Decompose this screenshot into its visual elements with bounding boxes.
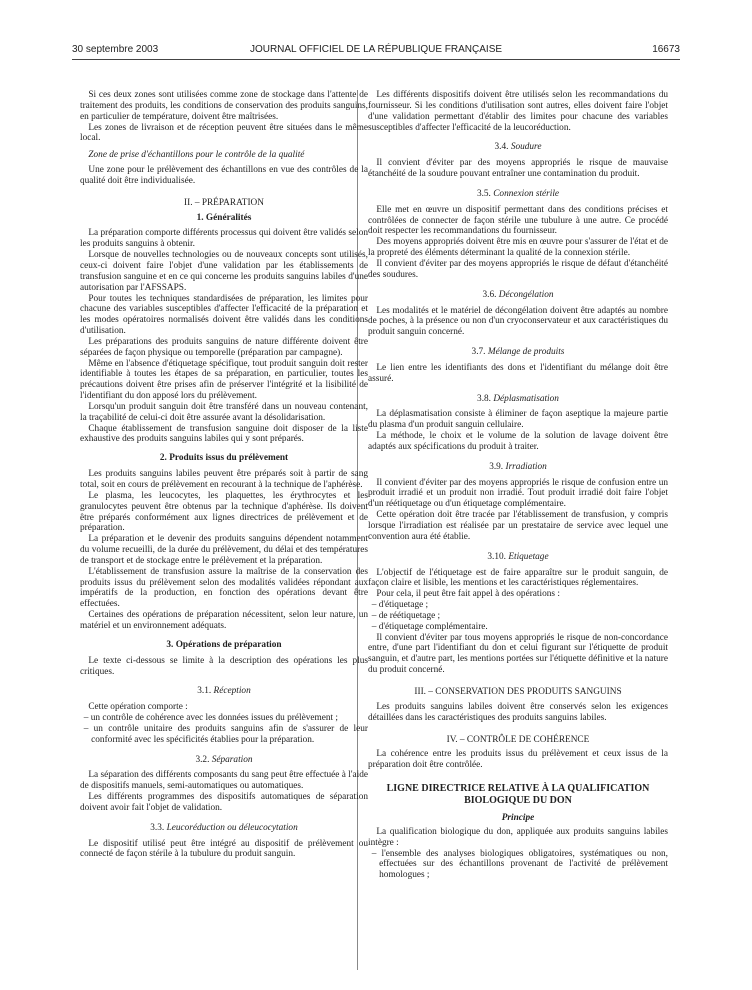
subheading-number: 3.1. — [197, 686, 212, 697]
page-number: 16673 — [652, 44, 680, 55]
guideline-title: LIGNE DIRECTRICE RELATIVE À LA QUALIFICATION BIOLOGIQUE DU DON — [386, 783, 650, 807]
subheading-number: 3.2. — [195, 754, 210, 765]
paragraph: Cette opération comporte : — [88, 702, 188, 713]
section-heading-ii: II. – PRÉPARATION — [184, 197, 264, 208]
list-item: – d'étiquetage complémentaire. — [371, 621, 488, 632]
paragraph: La méthode, le choix et le volume de la solution de lavage doivent être adaptés aux spécifications du produit à traiter. — [368, 431, 668, 452]
subheading-title: Soudure — [510, 142, 542, 153]
paragraph: L'établissement de transfusion assure la maîtrise de la conservation des produits issus du prélèvement selon des modalités validées répondant aux impératifs de la production, en fonction des opérations devant être effectuées. — [80, 566, 368, 610]
list-item: – d'étiquetage ; — [371, 600, 429, 611]
subheading-title: Leucoréduction ou déleucocytation — [166, 822, 298, 833]
subheading-number: 3.4. — [494, 142, 509, 153]
paragraph: Pour toutes les techniques standardisées de préparation, les limites pour chacune des variables susceptibles d'affecter l'efficacité de la préparation et les modes opératoires normalisés doivent être validés dans les conditions d'utilisation. — [80, 293, 368, 337]
paragraph: La cohérence entre les produits issus du prélèvement et ceux issus de la préparation doit être contrôlée. — [368, 749, 668, 771]
header-date: 30 septembre 2003 — [72, 44, 159, 55]
subheading-3-9 — [368, 462, 668, 473]
paragraph: Une zone pour le prélèvement des échantillons en vue des contrôles de la qualité doit être individualisée. — [80, 165, 368, 186]
subheading-title: Connexion stérile — [493, 188, 560, 199]
paragraph: Certaines des opérations de préparation nécessitent, selon leur nature, un matériel et un environnement adéquats. — [80, 610, 368, 631]
paragraph: La séparation des différents composants du sang peut être effectuée à l'aide de dispositifs manuels, semi-automatiques ou automatiques. — [80, 770, 368, 792]
paragraph: Les différents programmes des dispositifs automatiques de séparation doivent avoir fait l'objet de validation. — [80, 792, 368, 813]
paragraph: Le plasma, les leucocytes, les plaquettes, les érythrocytes et les granulocytes peuvent être obtenus par la technique d'aphérèse. Ils doivent être préparés conformément aux lignes directrices de prélèvement et de préparation. — [80, 490, 368, 534]
subheading-3-4 — [368, 142, 668, 153]
paragraph: Le dispositif utilisé peut être intégré au dispositif de prélèvement ou connecté de façon stérile à la tubulure du produit sanguin. — [80, 838, 368, 860]
paragraph: Il convient d'éviter par des moyens appropriés le risque de défaut d'étanchéité des soudures. — [368, 258, 668, 280]
subheading-title: Déplasmatisation — [493, 393, 559, 404]
subheading-3-5 — [368, 189, 668, 200]
principe-heading: Principe — [501, 813, 535, 824]
list-item: – l'ensemble des analyses biologiques obligatoires, systématiques ou non, effectuées sur des échantillons provenant de l'activité de prélèvement homologues ; — [371, 848, 668, 881]
subheading-number: 3.6. — [482, 289, 497, 300]
subheading-title: Irradiation — [505, 461, 547, 472]
subheading-3-6 — [368, 290, 668, 301]
paragraph: La préparation comporte différents processus qui doivent être validés selon les produits sanguins à obtenir. — [80, 228, 368, 250]
paragraph: La qualification biologique du don, appliquée aux produits sanguins labiles intègre : — [368, 826, 668, 848]
subheading-title: Réception — [213, 686, 251, 697]
paragraph: Des moyens appropriés doivent être mis en œuvre pour s'assurer de l'état et de la propreté des éléments déterminant la qualité de la connexion stérile. — [368, 237, 668, 259]
paragraph: Il convient d'éviter par des moyens appropriés le risque de confusion entre un produit irradié et un produit non irradié. Tout produit irradié doit faire l'objet d'un réétiquetage ou d'un étiquetage complémentaire. — [368, 477, 668, 510]
subheading-3-1 — [80, 686, 368, 697]
paragraph: Les modalités et le matériel de décongélation doivent être adaptés au nombre de poches, à la présence ou non d'un cryoconservateur et aux caractéristiques du produit sanguin concerné. — [368, 305, 668, 338]
list-item: – un contrôle unitaire des produits sanguins afin de s'assurer de leur conformité avec les spécificités établies pour la préparation. — [83, 723, 368, 745]
subheading-title: Séparation — [211, 754, 253, 765]
subheading-3-2 — [80, 755, 368, 766]
paragraph: Chaque établissement de transfusion sanguine doit disposer de la liste exhaustive des produits sanguins labiles qui y sont préparés. — [80, 423, 368, 445]
subheading-3-10 — [368, 552, 668, 563]
page-header — [72, 44, 680, 58]
paragraph: Même en l'absence d'étiquetage spécifique, tout produit sanguin doit rester identifiable à toutes les étapes de sa préparation, en particulier, toutes les précautions doivent être prises afin de préserver l'intégrité et la lisibilité de l'identifiant du don apposé lors du prélèvement. — [80, 358, 368, 402]
paragraph: Si ces deux zones sont utilisées comme zone de stockage dans l'attente de traitement des produits, les conditions de conservation des produits sanguins, en particulier de température, doivent être maîtrisées. — [80, 90, 368, 122]
subheading-title: Etiquetage — [508, 551, 549, 562]
list-item: – un contrôle de cohérence avec les données issues du prélèvement ; — [83, 713, 338, 724]
heading-produits-issus: 2. Produits issus du prélèvement — [159, 453, 289, 464]
subheading-number: 3.8. — [477, 393, 491, 404]
paragraph: Il convient d'éviter par tous moyens appropriés le risque de non-concordance entre, d'une part l'identifiant du don et celui figurant sur l'étiquette de produit sanguin, et d'autre part, les mentions portées sur l'étiquette définitive et la nature du produit concerné. — [368, 632, 668, 676]
subheading-3-8 — [368, 394, 668, 405]
paragraph: Le texte ci-dessous se limite à la description des opérations les plus critiques. — [80, 655, 368, 677]
subheading-number: 3.7. — [471, 347, 486, 358]
paragraph: La préparation et le devenir des produits sanguins dépendent notamment du volume recueilli, de la durée du prélèvement, du délai et des températures de transport et de stockage entre le prélèvement et la préparation. — [80, 534, 368, 566]
left-column — [80, 90, 368, 860]
subheading-3-3 — [80, 823, 368, 834]
paragraph: Les différents dispositifs doivent être utilisés selon les recommandations du fournisseur. Si les conditions d'utilisation sont autres, elles doivent faire l'objet d'une validation permettant d'établir des limites pour chacune des variables susceptibles d'affecter l'efficacité de la leucoréduction. — [368, 90, 668, 133]
heading-operations: 3. Opérations de préparation — [166, 639, 282, 650]
section-heading-iii: III. – CONSERVATION DES PRODUITS SANGUINS — [414, 686, 622, 697]
subheading-number: 3.3. — [150, 822, 165, 833]
subheading-number: 3.5. — [476, 188, 491, 199]
paragraph: Les produits sanguins labiles peuvent être préparés soit à partir de sang total, soit en cours de prélèvement en recourant à la technique de l'aphérèse. — [80, 469, 368, 490]
paragraph: Les préparations des produits sanguins de nature différente doivent être séparées de façon physique ou temporelle (préparation par campagne). — [80, 336, 368, 358]
section-heading-iv: IV. – CONTRÔLE DE COHÉRENCE — [446, 734, 590, 745]
subheading-title: Décongélation — [498, 289, 554, 300]
subheading-number: 3.10. — [487, 551, 506, 562]
paragraph: Le lien entre les identifiants des dons et l'identifiant du mélange doit être assuré. — [368, 362, 668, 384]
journal-title: JOURNAL OFFICIEL DE LA RÉPUBLIQUE FRANÇAISE — [249, 44, 503, 55]
zone-heading: Zone de prise d'échantillons pour le contrôle de la qualité — [88, 150, 305, 161]
paragraph: Les produits sanguins labiles doivent être conservés selon les exigences détaillées dans les caractéristiques des produits sanguins labiles. — [368, 701, 668, 723]
heading-generalites: 1. Généralités — [196, 212, 252, 223]
subheading-number: 3.9. — [489, 461, 504, 472]
paragraph: Lorsque de nouvelles technologies ou de nouveaux concepts sont utilisés, ceux-ci doivent faire l'objet d'une validation par les établissements de transfusion sanguine et en ce qui concerne les produits sanguins labiles d'une autorisation par l'AFSSAPS. — [80, 250, 368, 293]
paragraph: Cette opération doit être tracée par l'établissement de transfusion, y compris lorsque l'irradiation est réalisée par un prestataire de service avec lequel une convention aura été établie. — [368, 510, 668, 542]
paragraph: Pour cela, il peut être fait appel à des opérations : — [376, 589, 560, 600]
paragraph: Elle met en œuvre un dispositif permettant dans des conditions précises et contrôlées de connecter de façon stérile une tubulure à une autre. Ce procédé doit respecter les recommandations du fournisseur. — [368, 204, 668, 237]
list-item: – de réétiquetage ; — [371, 610, 441, 621]
paragraph: Il convient d'éviter par des moyens appropriés le risque de mauvaise étanchéité de la soudure pouvant entraîner une contamination du produit. — [368, 158, 668, 180]
paragraph: L'objectif de l'étiquetage est de faire apparaître sur le produit sanguin, de façon claire et lisible, les mentions et les caractéristiques réglementaires. — [368, 567, 668, 589]
header-rule — [72, 59, 680, 60]
subheading-3-7 — [368, 347, 668, 358]
paragraph: Les zones de livraison et de réception peuvent être situées dans le même local. — [80, 122, 368, 144]
paragraph: Lorsqu'un produit sanguin doit être transféré dans un nouveau contenant, la traçabilité de celui-ci doit être assurée avant la désolidarisation. — [80, 401, 368, 423]
subheading-title: Mélange de produits — [487, 347, 565, 358]
paragraph: La déplasmatisation consiste à éliminer de façon aseptique la majeure partie du plasma d'un produit sanguin cellulaire. — [368, 409, 668, 431]
right-column — [368, 90, 668, 881]
